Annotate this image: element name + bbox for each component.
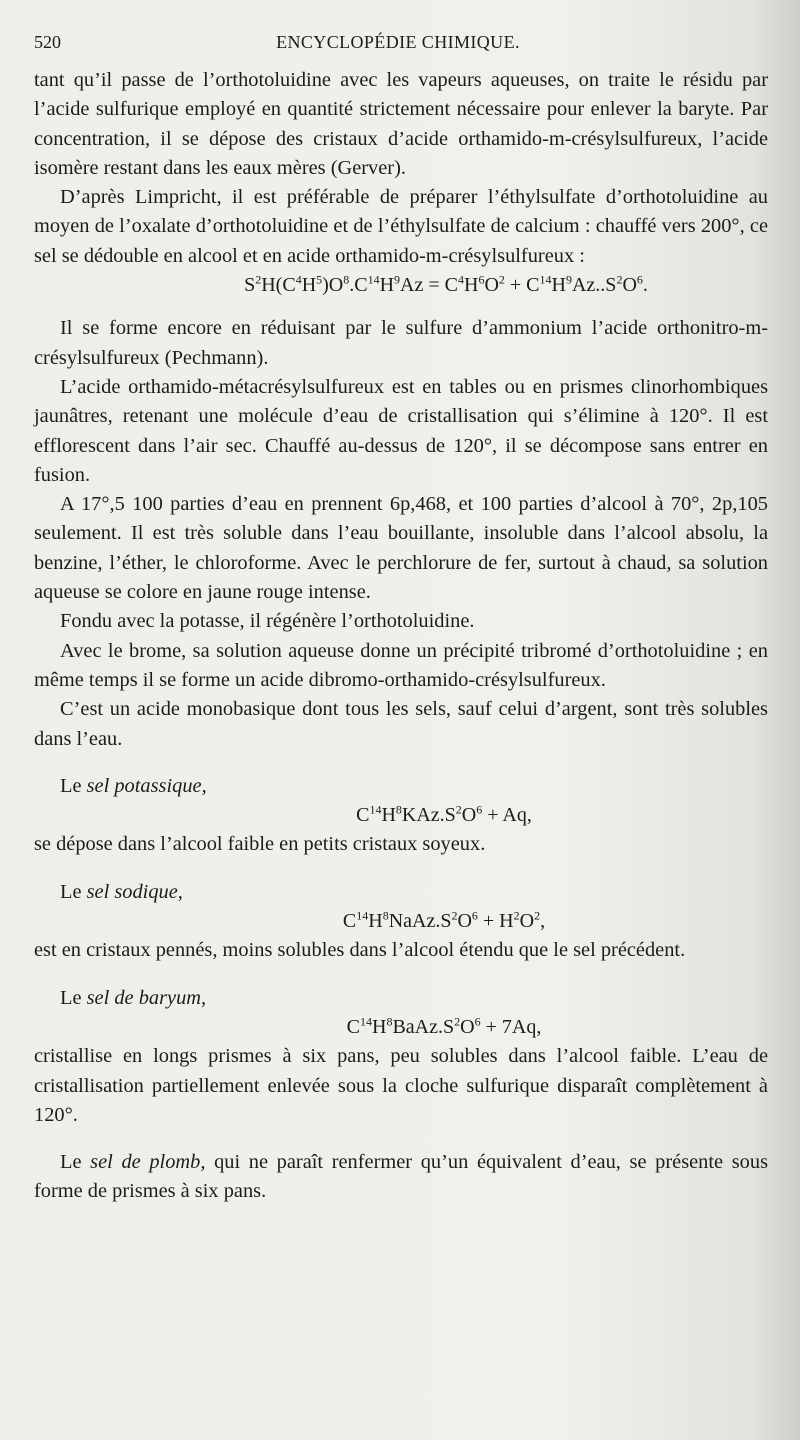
paragraph: L’acide orthamido-métacrésylsulfureux est en tables ou en prismes clinorhombiques jaunâtres, retenant une molécule d’eau de cristallisation qui s’élimine à 120°. Il est efflorescent dans l’air sec. Chauffé au-dessus de 120°, il se décompose sans entrer en fusion.	[34, 375, 768, 486]
spacer	[34, 966, 768, 984]
reaction-formula: $S^2H(C^4H^5)O^8.C^{14}H^9Az = C^4H^6O^2 + C^{14}H^9Az..S^2O^6$.	[244, 272, 648, 297]
salt-heading: Le sel potassique,	[60, 774, 207, 797]
paragraph: Fondu avec la potasse, il régénère l’orthotoluidine.	[60, 610, 475, 633]
spacer	[34, 1130, 768, 1148]
salt-formula: $C^{14}H^8KAz.S^2O^6 + Aq$,	[356, 802, 532, 827]
salt-formula: $C^{14}H^8BaAz.S^2O^6 + 7Aq$,	[346, 1014, 542, 1038]
final-paragraph: Le sel de plomb, qui ne paraît renfermer qu’un équivalent d’eau, se présente sous forme de prismes à six pans.	[34, 1151, 768, 1203]
salt-name: sel de plomb,	[90, 1151, 206, 1174]
paragraph: Avec le brome, sa solution aqueuse donne un précipité tribromé d’orthotoluidine ; en même temps il se forme un acide dibromo-orthamido-crésylsulfureux.	[34, 639, 768, 691]
paragraph: tant qu’il passe de l’orthotoluidine avec les vapeurs aqueuses, on traite le résidu par l’acide sulfurique employé en quantité strictement nécessaire pour enlever la baryte. Par concentration, il se dépose des cristaux d’acide orthamido-m-crésylsulfureux, l’acide isomère restant dans les eaux mères (Gerver).	[34, 69, 768, 179]
paragraph: D’après Limpricht, il est préférable de préparer l’éthylsulfate d’orthotoluidine au moyen de l’oxalate d’orthotoluidine et de l’éthylsulfate de calcium : chauffé vers 200°, ce sel se dédouble en alcool et en acide orthamido-m-crésylsulfureux :	[34, 186, 768, 267]
salt-name: sel sodique,	[86, 880, 183, 903]
paragraph: C’est un acide monobasique dont tous les sels, sauf celui d’argent, sont très solubles dans l’eau.	[34, 698, 768, 750]
salt-description: est en cristaux pennés, moins solubles dans l’alcool étendu que le sel précédent.	[34, 939, 686, 962]
page-header	[34, 32, 762, 56]
spacer	[34, 860, 768, 878]
spacer	[34, 754, 768, 772]
page-number: 520	[34, 32, 61, 52]
salt-heading: Le sel de baryum,	[60, 986, 207, 1009]
salt-name: sel de baryum,	[86, 986, 207, 1009]
spacer	[34, 300, 768, 314]
salt-heading: Le sel sodique,	[60, 880, 183, 903]
salt-name: sel potassique,	[86, 774, 207, 797]
salt-formula: $C^{14}H^8NaAz.S^2O^6 + H^2O^2$,	[342, 908, 546, 933]
paragraph: Il se forme encore en réduisant par le sulfure d’ammonium l’acide orthonitro-m-crésylsulfureux (Pechmann).	[34, 317, 768, 369]
paragraph: A 17°,5 100 parties d’eau en prennent 6p,468, et 100 parties d’alcool à 70°, 2p,105 seulement. Il est très soluble dans l’eau bouillante, insoluble dans l’alcool absolu, la benzine, l’éther, le chloroforme. Avec le perchlorure de fer, surtout à chaud, sa solution aqueuse se colore en jaune rouge intense.	[34, 493, 768, 604]
salt-description: se dépose dans l’alcool faible en petits cristaux soyeux.	[34, 833, 486, 856]
salt-description: cristallise en longs prismes à six pans, peu solubles dans l’alcool faible. L’eau de cristallisation partiellement enlevée sous la cloche sulfurique disparaît complètement à 120°.	[34, 1045, 768, 1126]
running-title: ENCYCLOPÉDIE CHIMIQUE.	[276, 32, 520, 52]
page-body	[34, 66, 768, 1207]
